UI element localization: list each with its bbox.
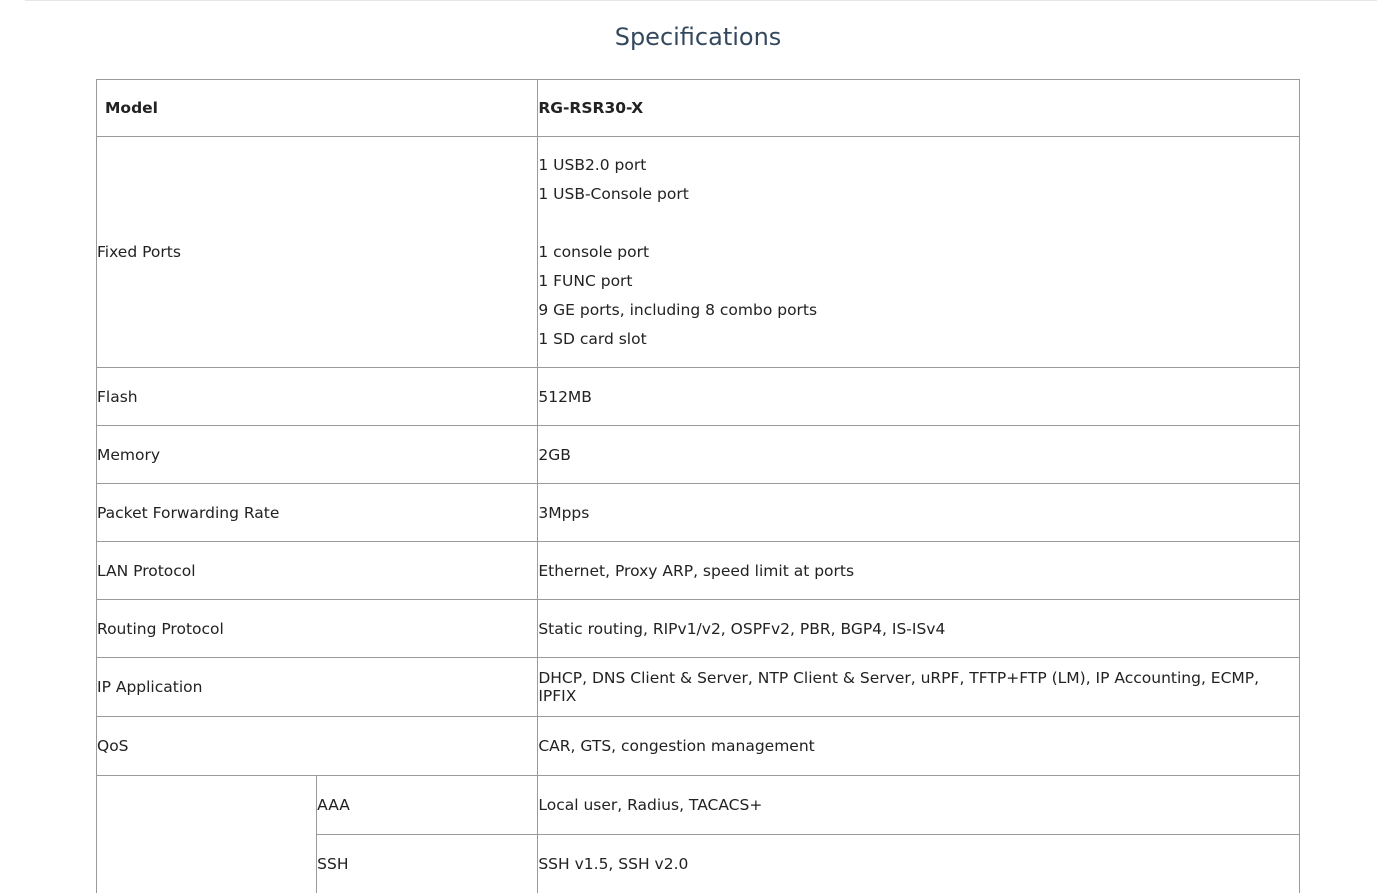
subrow-label: AAA (317, 776, 538, 835)
page-title: Specifications (614, 23, 782, 51)
table-row-lan-protocol (97, 542, 1300, 600)
row-label: Memory (97, 426, 538, 484)
row-label: Routing Protocol (97, 600, 538, 658)
fixed-ports-value (538, 137, 1300, 368)
table-row-fixed-ports (97, 137, 1300, 368)
table-row-aaa (97, 776, 1300, 835)
model-value: RG-RSR30-X (538, 80, 1300, 137)
table-row-qos (97, 717, 1300, 776)
port-line: 1 USB2.0 port (538, 155, 647, 174)
port-line: 1 FUNC port (538, 271, 633, 290)
model-label: Model (97, 80, 538, 137)
table-row-ip-application (97, 658, 1300, 717)
port-line: 1 USB-Console port (538, 184, 689, 203)
row-value: Static routing, RIPv1/v2, OSPFv2, PBR, BGP4, IS-ISv4 (538, 600, 1300, 658)
port-line: 1 console port (538, 242, 650, 261)
row-label: Packet Forwarding Rate (97, 484, 538, 542)
row-value: Ethernet, Proxy ARP, speed limit at ports (538, 542, 1300, 600)
row-label: QoS (97, 717, 538, 776)
row-label: IP Application (97, 658, 538, 717)
table-header-row (97, 80, 1300, 137)
row-value: 512MB (538, 368, 1300, 426)
row-value: 2GB (538, 426, 1300, 484)
row-value: DHCP, DNS Client & Server, NTP Client & Server, uRPF, TFTP+FTP (LM), IP Accounting, ECMP, IPFIX (538, 658, 1300, 717)
table-row-memory (97, 426, 1300, 484)
port-line: 1 SD card slot (538, 329, 647, 348)
port-line-spacer (538, 209, 1299, 238)
specifications-table (96, 79, 1300, 893)
row-label: LAN Protocol (97, 542, 538, 600)
table-row-packet-forwarding-rate (97, 484, 1300, 542)
fixed-ports-label: Fixed Ports (97, 137, 538, 368)
table-row-routing-protocol (97, 600, 1300, 658)
row-value: 3Mpps (538, 484, 1300, 542)
row-value: CAR, GTS, congestion management (538, 717, 1300, 776)
row-label: Flash (97, 368, 538, 426)
subrow-label: SSH (317, 835, 538, 893)
top-divider (25, 0, 1377, 1)
table-row-flash (97, 368, 1300, 426)
port-line: 9 GE ports, including 8 combo ports (538, 300, 818, 319)
row-value: SSH v1.5, SSH v2.0 (538, 835, 1300, 893)
row-value: Local user, Radius, TACACS+ (538, 776, 1300, 835)
group-label (97, 776, 317, 893)
